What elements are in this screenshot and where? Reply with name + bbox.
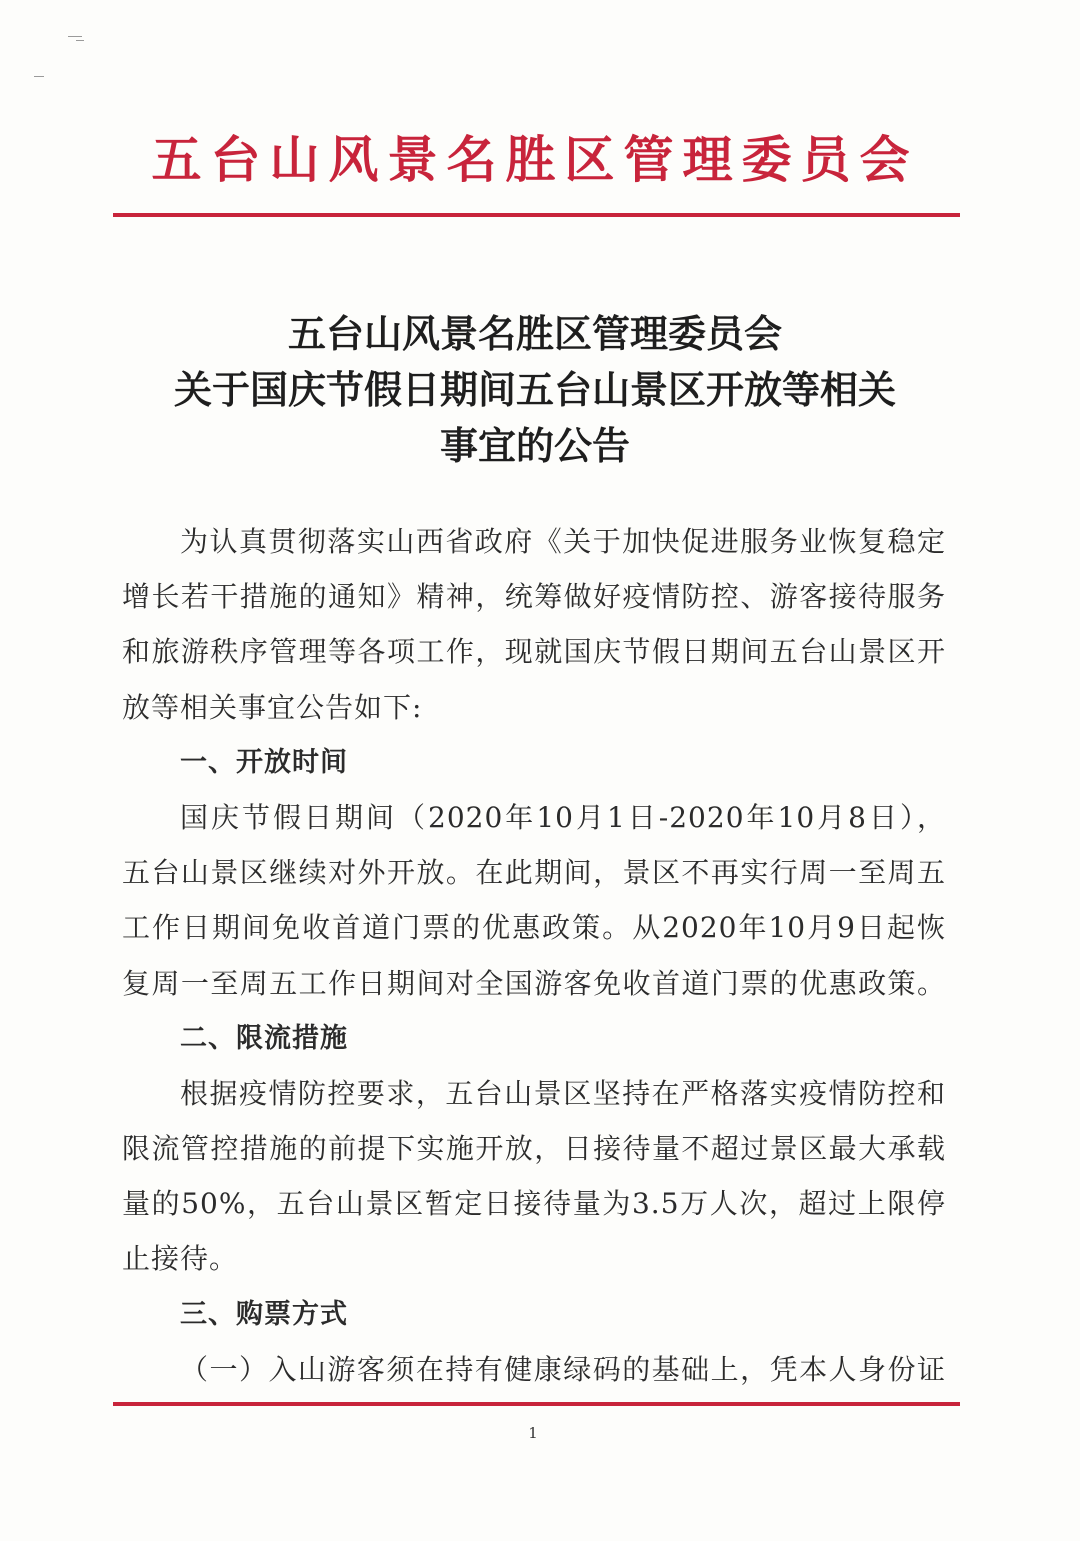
section3-line: （一）入山游客须在持有健康绿码的基础上，凭本人身份证 xyxy=(180,1352,946,1386)
section1-line: 工作日期间免收首道门票的优惠政策。从2020年10月9日起恢 xyxy=(122,911,946,945)
section2-line: 根据疫情防控要求，五台山景区坚持在严格落实疫情防控和 xyxy=(180,1076,946,1110)
intro-line: 和旅游秩序管理等各项工作，现就国庆节假日期间五台山景区开 xyxy=(122,635,946,669)
document-body xyxy=(122,514,946,1397)
title-line-2: 关于国庆节假日期间五台山景区开放等相关 xyxy=(173,367,896,412)
scan-speck xyxy=(68,36,82,37)
intro-line: 增长若干措施的通知》精神，统筹做好疫情防控、游客接待服务 xyxy=(122,580,946,614)
section-heading-flow-limit: 二、限流措施 xyxy=(180,1022,348,1054)
letterhead-org-name: 五台山风景名胜区管理委员会 xyxy=(151,130,919,189)
scan-speck xyxy=(76,40,84,41)
scan-speck xyxy=(34,76,44,77)
intro-line: 为认真贯彻落实山西省政府《关于加快促进服务业恢复稳定 xyxy=(180,525,946,558)
page-number: 1 xyxy=(528,1424,538,1442)
section1-line: 复周一至周五工作日期间对全国游客免收首道门票的优惠政策。 xyxy=(122,966,946,1000)
section1-line: 国庆节假日期间（2020年10月1日-2020年10月8日）， xyxy=(180,800,946,834)
section1-line: 五台山景区继续对外开放。在此期间，景区不再实行周一至周五 xyxy=(122,856,946,890)
section-heading-ticketing: 三、购票方式 xyxy=(180,1298,348,1330)
intro-line: 放等相关事宜公告如下: xyxy=(122,690,423,724)
section2-line: 限流管控措施的前提下实施开放，日接待量不超过景区最大承载 xyxy=(122,1132,946,1166)
section2-line: 量的50%，五台山景区暂定日接待量为3.5万人次，超过上限停 xyxy=(122,1187,946,1221)
letterhead-red-rule xyxy=(113,213,960,217)
section-heading-opening-time: 一、开放时间 xyxy=(180,746,348,778)
document-title xyxy=(100,306,970,474)
footer-red-rule xyxy=(113,1402,960,1406)
section2-line: 止接待。 xyxy=(122,1242,239,1276)
title-line-3: 事宜的公告 xyxy=(439,423,630,468)
title-line-1: 五台山风景名胜区管理委员会 xyxy=(287,311,782,356)
